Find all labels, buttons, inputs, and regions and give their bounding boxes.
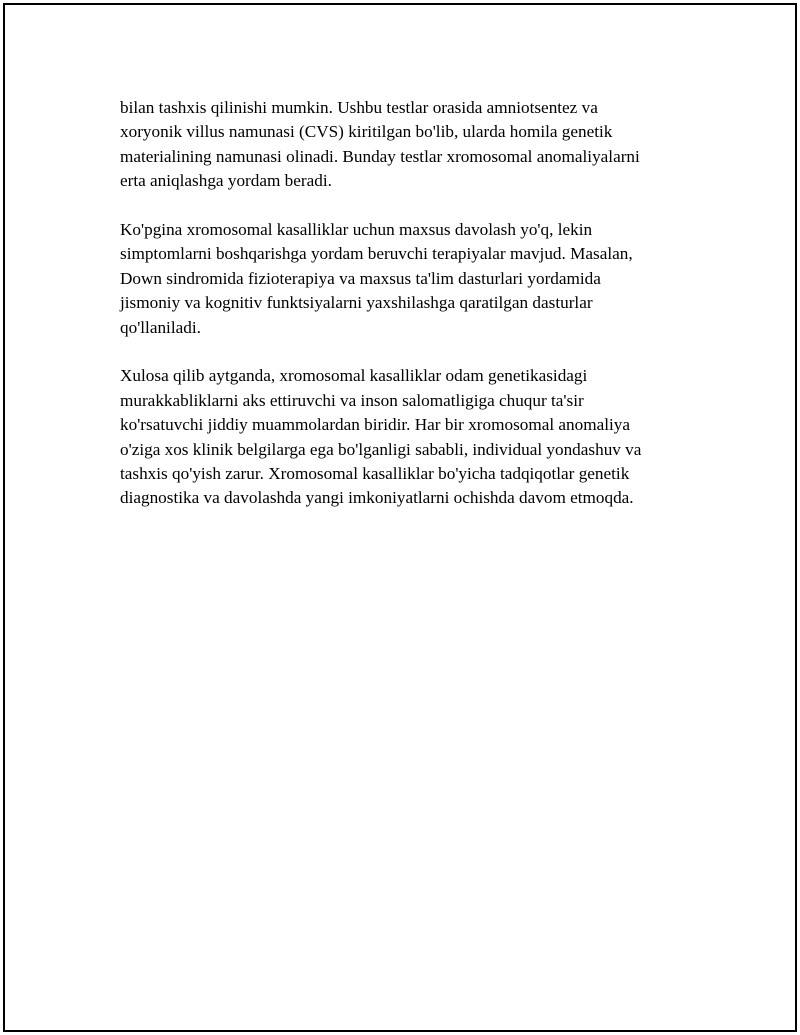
paragraph-prenatal-testing: bilan tashxis qilinishi mumkin. Ushbu testlar orasida amniotsentez va xoryonik villus namunasi (CVS) kiritilgan bo'lib, ularda homila genetik materialining namunasi olinadi. Bunday testlar xromosomal anomaliyalarni erta aniqlashga yordam beradi. [120,98,640,191]
paragraph-treatment: Ko'pgina xromosomal kasalliklar uchun maxsus davolash yo'q, lekin simptomlarni boshqarishga yordam beruvchi terapiyalar mavjud. Masalan, Down sindromida fizioterapiya va maxsus ta'lim dasturlari yordamida jismoniy va kognitiv funktsiyalarni yaxshilashga qaratilgan dasturlar qo'llaniladi. [120,220,633,337]
page-border-frame [3,3,797,1032]
document-body [120,96,700,535]
paragraph-conclusion: Xulosa qilib aytganda, xromosomal kasalliklar odam genetikasidagi murakkabliklarni aks ettiruvchi va inson salomatligiga chuqur ta'sir ko'rsatuvchi jiddiy muammolardan biridir. Har bir xromosomal anomaliya o'ziga xos klinik belgilarga ega bo'lganligi sababli, individual yondashuv va tashxis qo'yish zarur. Xromosomal kasalliklar bo'yicha tadqiqotlar genetik diagnostika va davolashda yangi imkoniyatlarni ochishda davom etmoqda. [120,366,642,508]
